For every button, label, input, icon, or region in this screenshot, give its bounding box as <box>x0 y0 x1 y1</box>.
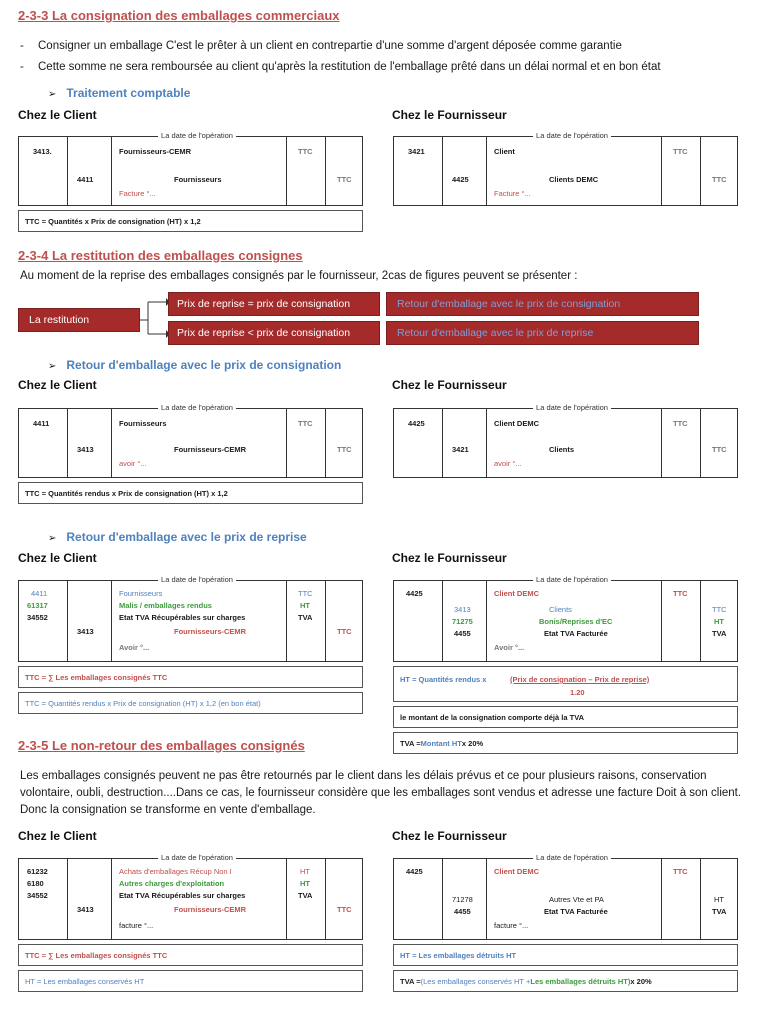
account-number: 4411 <box>31 589 48 598</box>
case-1-result-box: Retour d'emballage avec le prix de consignation <box>386 292 699 316</box>
journal-entry-client <box>18 131 363 206</box>
debit-amount: TTC <box>673 589 688 598</box>
journal-entry-fournisseur <box>393 403 738 478</box>
credit-amount: TTC <box>712 175 727 184</box>
entry-date: La date de l'opération <box>533 575 611 584</box>
account-number: 4411 <box>33 419 50 428</box>
formula-box: TTC = Quantités rendus x Prix de consignation (HT) x 1,2 <box>18 482 363 504</box>
formula-tva-destroyed: Les emballages détruits HT) <box>530 976 631 986</box>
fournisseur-label: Chez le Fournisseur <box>392 551 507 565</box>
formula-box: HT = Les emballages conservés HT <box>18 970 363 992</box>
entry-date: La date de l'opération <box>158 853 236 862</box>
entry-note: Avoir °... <box>494 643 525 652</box>
formula-tva-rate: x 20% <box>630 976 652 986</box>
account-number: 3421 <box>452 445 469 454</box>
debit-amount: TTC <box>298 147 313 156</box>
account-number: 3413 <box>77 445 94 454</box>
account-number: 3413 <box>77 627 94 636</box>
account-number: 61232 <box>27 867 48 876</box>
account-label: Malis / emballages rendus <box>119 601 212 610</box>
formula-tva-prefix: TVA = <box>400 976 421 986</box>
credit-amount: TTC <box>337 905 352 914</box>
restitution-box: La restitution <box>18 308 140 332</box>
arrow-bullet-icon: ➢ <box>48 361 57 372</box>
section-title-2-3-4: 2-3-4 La restitution des emballages consignes <box>18 248 303 263</box>
formula-box: TTC = Quantités x Prix de consignation (HT) x 1,2 <box>18 210 363 232</box>
formula-tva-rate: x 20% <box>461 738 484 748</box>
account-number: 34552 <box>27 613 48 622</box>
formula-box: TTC = Quantités rendus x Prix de consignation (HT) x 1,2 (en bon état) <box>18 692 363 714</box>
entry-date: La date de l'opération <box>158 131 236 140</box>
entry-note: Facture °... <box>494 189 531 198</box>
client-label: Chez le Client <box>18 378 97 392</box>
account-label: Client DEMC <box>494 589 539 598</box>
formula-box: HT = Les emballages détruits HT <box>393 944 738 966</box>
section-paragraph: Les emballages consignés peuvent ne pas être retournés par le client dans les délais prévus et ce pour plusieurs raisons, conservation volontaire, oubli, destruction....Dans ce cas, le fournisseur considère que les emballages sont vendus et adresse une facture Doit à son client. Donc la consignation se transforme en vente d'emballage. <box>20 770 742 816</box>
entry-note: avoir °... <box>494 459 522 468</box>
fournisseur-label: Chez le Fournisseur <box>392 378 507 392</box>
account-label: Fournisseurs <box>174 175 222 184</box>
entry-date: La date de l'opération <box>533 853 611 862</box>
debit-amount: TTC <box>673 867 688 876</box>
entry-note: avoir °... <box>119 459 147 468</box>
journal-entry-client <box>18 403 363 478</box>
arrow-bullet-icon: ➢ <box>48 89 57 100</box>
formula-ht-denominator: 1.20 <box>570 688 585 697</box>
account-number: 71278 <box>452 895 473 904</box>
entry-note: Avoir °... <box>119 643 150 652</box>
arrow-bullet-icon: ➢ <box>48 533 57 544</box>
formula-note-box: le montant de la consignation comporte déjà la TVA <box>393 706 738 728</box>
formula-box: TTC = ∑ Les emballages consignés TTC <box>18 944 363 966</box>
credit-amount: TTC <box>337 445 352 454</box>
account-number: 4455 <box>454 629 471 638</box>
formula-ht-numerator: (Prix de consignation – Prix de reprise) <box>510 675 650 684</box>
journal-entry-fournisseur <box>393 131 738 206</box>
debit-amount: HT <box>300 879 310 888</box>
section-intro: Au moment de la reprise des emballages consignés par le fournisseur, 2cas de figures peuvent se présenter : <box>20 270 578 282</box>
credit-amount: TTC <box>337 627 352 636</box>
formula-tva-box <box>393 732 738 754</box>
entry-date: La date de l'opération <box>158 403 236 412</box>
formula-tva-base: Montant HT <box>420 738 462 748</box>
account-label: Bonis/Reprises d'EC <box>539 617 613 626</box>
bullet-text: Consigner un emballage C'est le prêter à un client en contrepartie d'une somme d'argent déposée comme garantie <box>38 40 622 52</box>
credit-amount: TTC <box>712 605 727 614</box>
account-number: 3421 <box>408 147 425 156</box>
credit-amount: HT <box>714 895 724 904</box>
section-title-2-3-3: 2-3-3 La consignation des emballages commerciaux <box>18 8 340 23</box>
journal-entry-client <box>18 853 363 940</box>
account-number: 4425 <box>452 175 469 184</box>
entry-date: La date de l'opération <box>533 131 611 140</box>
account-label: Etat TVA Facturée <box>544 629 608 638</box>
debit-amount: HT <box>300 601 310 610</box>
account-number: 61317 <box>27 601 48 610</box>
subheading <box>48 86 190 100</box>
account-label: Etat TVA Facturée <box>544 907 608 916</box>
entry-note: facture °... <box>119 921 154 930</box>
section-title-2-3-5: 2-3-5 Le non-retour des emballages consignés <box>18 738 305 753</box>
formula-box-ht <box>393 666 738 702</box>
subheading <box>48 358 341 372</box>
entry-date: La date de l'opération <box>533 403 611 412</box>
account-number: 4455 <box>454 907 471 916</box>
bullet-text: Cette somme ne sera remboursée au client qu'après la restitution de l'emballage prêté dans un délai normal et en bon état <box>38 61 661 73</box>
account-label: Fournisseurs-CEMR <box>174 905 247 914</box>
account-number: 4425 <box>406 589 423 598</box>
credit-amount: TVA <box>712 629 727 638</box>
journal-entry-client <box>18 575 363 662</box>
account-label: Client <box>494 147 515 156</box>
formula-ht-label: HT = Quantités rendus x <box>400 675 487 684</box>
account-label: Etat TVA Récupérables sur charges <box>119 891 246 900</box>
credit-amount: HT <box>714 617 724 626</box>
debit-amount: TTC <box>673 147 688 156</box>
account-label: Autres Vte et PA <box>549 895 604 904</box>
case-1-box: Prix de reprise = prix de consignation <box>168 292 380 316</box>
journal-entry-fournisseur <box>393 575 738 662</box>
account-number: 4411 <box>77 175 94 184</box>
subheading-text: Traitement comptable <box>66 86 191 100</box>
account-label: Clients <box>549 445 575 454</box>
account-number: 3413. <box>33 147 52 156</box>
subheading-text: Retour d'emballage avec le prix de reprise <box>66 530 307 544</box>
account-number: 34552 <box>27 891 48 900</box>
journal-entry-fournisseur <box>393 853 738 940</box>
account-number: 3413 <box>454 605 471 614</box>
case-2-box: Prix de reprise < prix de consignation <box>168 321 380 345</box>
debit-amount: TVA <box>298 613 313 622</box>
account-number: 4425 <box>406 867 423 876</box>
credit-amount: TTC <box>337 175 352 184</box>
client-label: Chez le Client <box>18 829 97 843</box>
debit-amount: TTC <box>298 589 313 598</box>
debit-amount: HT <box>300 867 310 876</box>
formula-tva-prefix: TVA = <box>400 738 421 748</box>
case-2-result-box: Retour d'emballage avec le prix de reprise <box>386 321 699 345</box>
entry-note: Facture °... <box>119 189 156 198</box>
account-label: Client DEMC <box>494 867 539 876</box>
client-label: Chez le Client <box>18 551 97 565</box>
client-label: Chez le Client <box>18 108 97 122</box>
credit-amount: TVA <box>712 907 727 916</box>
account-label: Client DEMC <box>494 419 539 428</box>
bullet-dash: - <box>20 40 24 52</box>
account-label: Clients DEMC <box>549 175 599 184</box>
bullet-dash: - <box>20 61 24 73</box>
account-label: Fournisseurs-CEMR <box>174 627 247 636</box>
account-label: Fournisseurs-CEMR <box>119 147 192 156</box>
account-label: Fournisseurs-CEMR <box>174 445 247 454</box>
branch-arrows <box>140 290 170 346</box>
credit-amount: TTC <box>712 445 727 454</box>
debit-amount: TTC <box>298 419 313 428</box>
entry-date: La date de l'opération <box>158 575 236 584</box>
account-number: 3413 <box>77 905 94 914</box>
account-number: 4425 <box>408 419 425 428</box>
fournisseur-label: Chez le Fournisseur <box>392 829 507 843</box>
formula-tva-conserved: (Les emballages conservés HT + <box>420 976 531 986</box>
account-label: Autres charges d'exploitation <box>119 879 225 888</box>
subheading <box>48 530 307 544</box>
debit-amount: TTC <box>673 419 688 428</box>
fournisseur-label: Chez le Fournisseur <box>392 108 507 122</box>
account-number: 6180 <box>27 879 44 888</box>
debit-amount: TVA <box>298 891 313 900</box>
account-label: Fournisseurs <box>119 589 163 598</box>
formula-tva-box <box>393 970 738 992</box>
account-number: 71275 <box>452 617 473 626</box>
account-label: Achats d'emballages Récup Non I <box>119 867 232 876</box>
account-label: Fournisseurs <box>119 419 167 428</box>
formula-box: TTC = ∑ Les emballages consignés TTC <box>18 666 363 688</box>
entry-note: facture °... <box>494 921 529 930</box>
subheading-text: Retour d'emballage avec le prix de consignation <box>66 358 342 372</box>
account-label: Clients <box>549 605 572 614</box>
account-label: Etat TVA Récupérables sur charges <box>119 613 246 622</box>
